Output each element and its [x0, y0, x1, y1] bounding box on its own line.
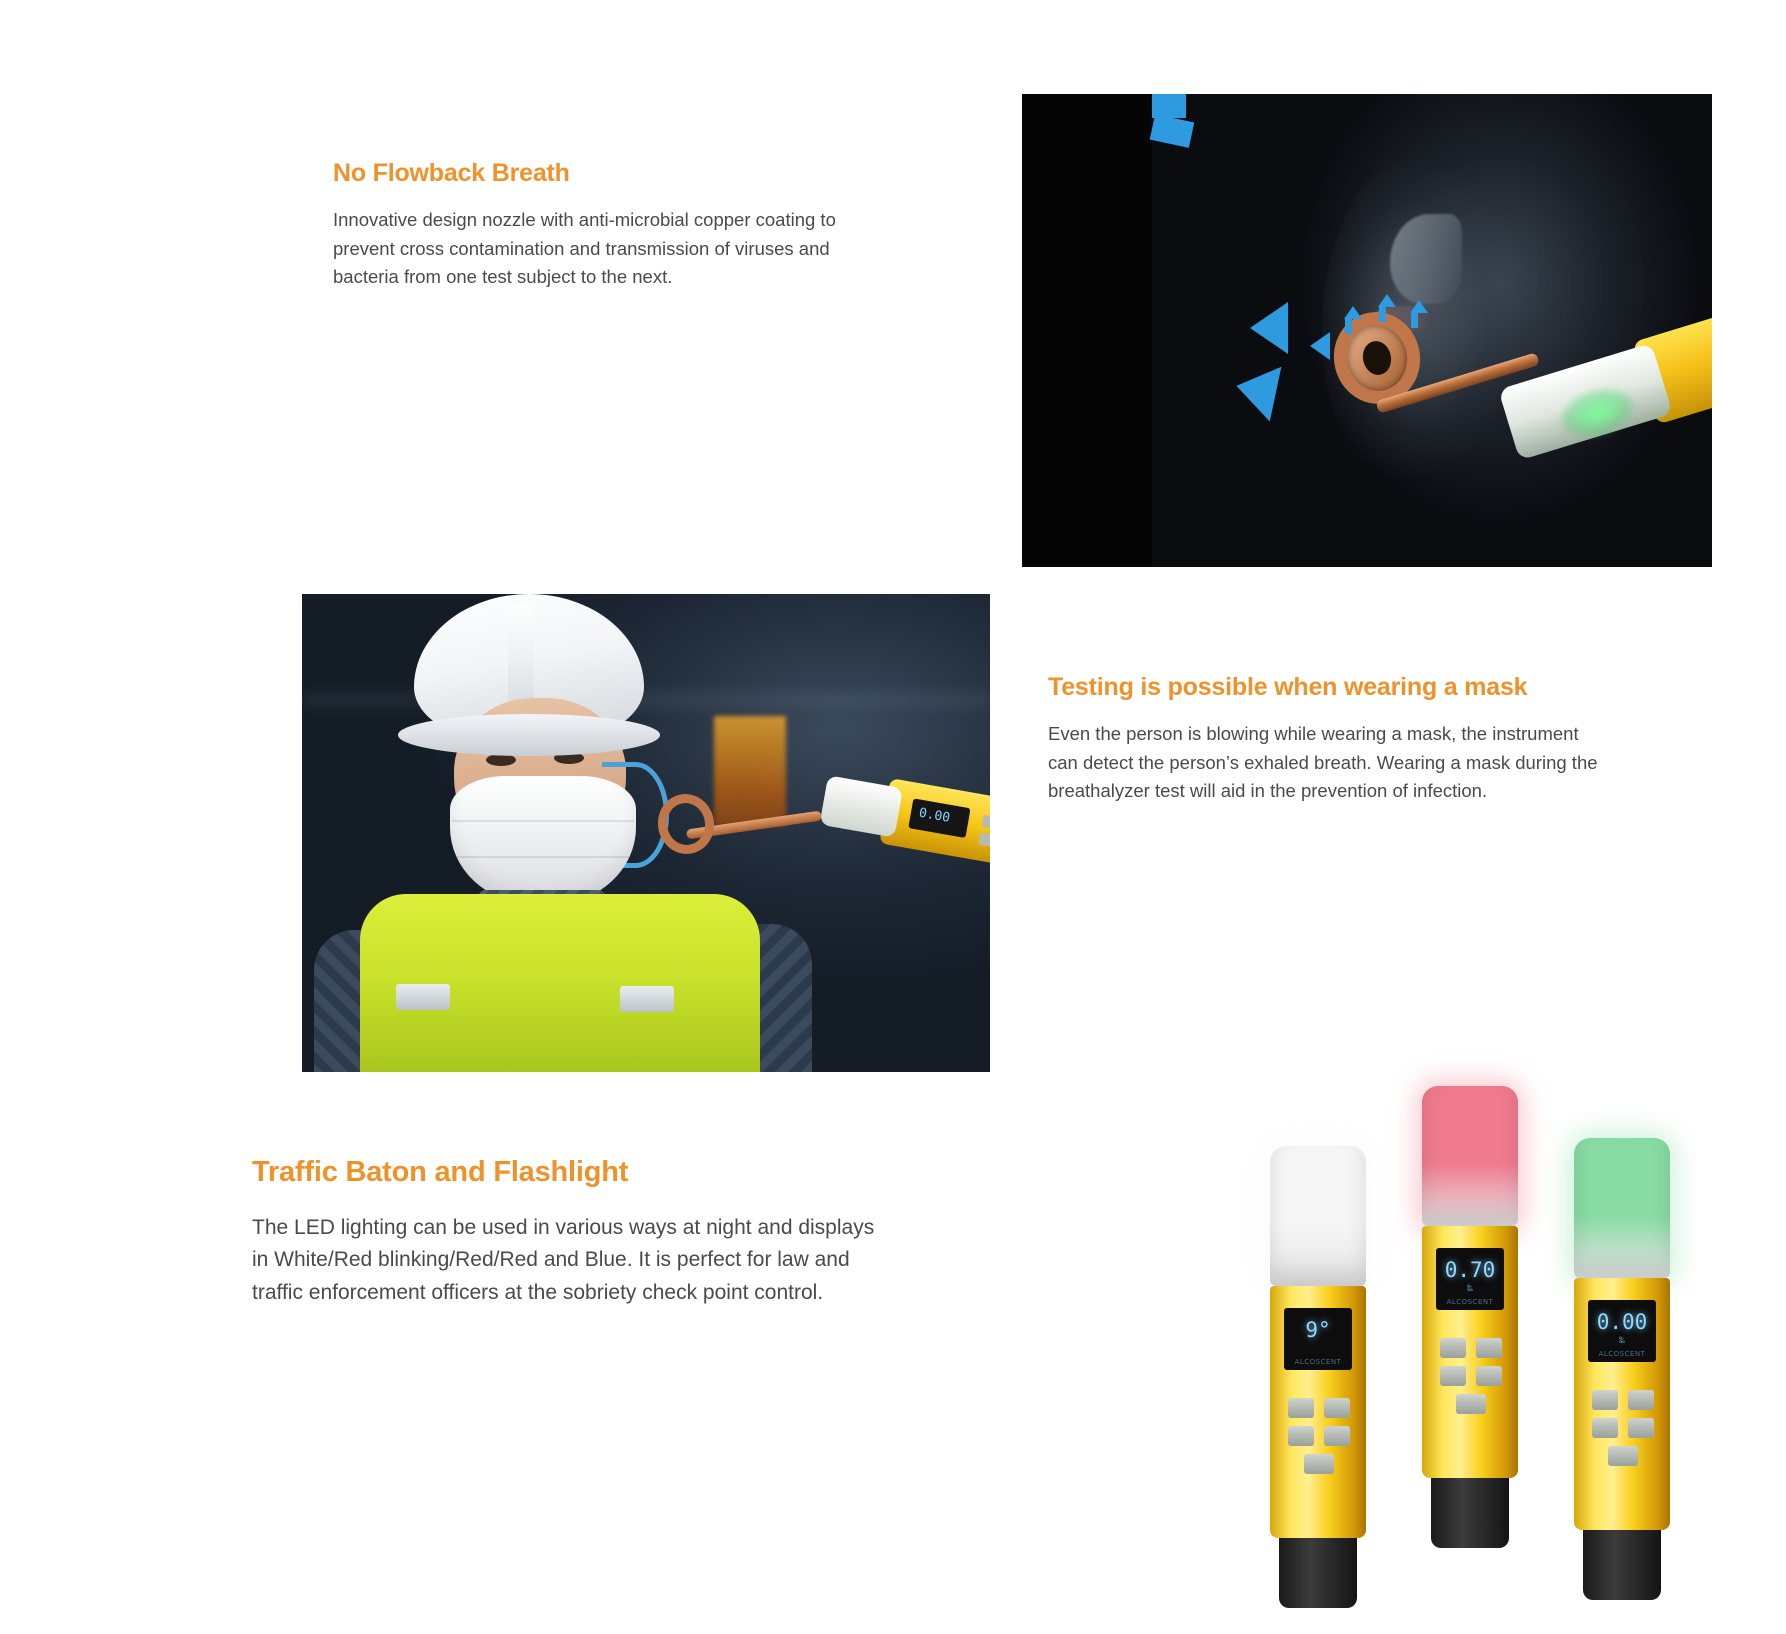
baton-green-button-row-1 [1592, 1390, 1654, 1410]
hard-hat-brim [398, 714, 660, 756]
feature-body-traffic-baton: The LED lighting can be used in various ways at night and displays in White/Red blinking/Red/Red and Blue. It is perfect for law and traffic enforcement officers at the sobriety check point control. [252, 1215, 875, 1304]
baton-white-reading: 9° [1305, 1318, 1331, 1342]
face-mask-pleat-1 [452, 820, 634, 822]
baton-green-button-row-2 [1592, 1418, 1654, 1438]
nozzle-scene-background [1152, 94, 1712, 567]
baton-green-led-cone [1574, 1138, 1670, 1278]
baton-green-button-1 [1592, 1390, 1618, 1410]
device-green-led-glow [1554, 380, 1640, 446]
face-mask-pleat-2 [452, 856, 634, 858]
baton-red-buttons [1440, 1338, 1502, 1414]
baton-green-body [1574, 1278, 1670, 1530]
baton-white-button-row-2 [1288, 1426, 1350, 1446]
baton-green-unit: ‰ [1619, 1336, 1625, 1346]
baton-white-button-3 [1288, 1426, 1314, 1446]
airflow-arrow-large-lower-icon [1231, 358, 1282, 421]
airflow-arrow-medium-icon [1310, 332, 1330, 360]
breath-arrow-2-stem [1379, 306, 1386, 322]
image-three-batons [1270, 1086, 1750, 1634]
baton-green-reading: 0.00 [1596, 1310, 1648, 1334]
feature-body-no-flowback: Innovative design nozzle with anti-microbial copper coating to prevent cross contamination and transmission of viruses and bacteria from one test subject to the next. [333, 209, 836, 288]
baton-green [1574, 1138, 1670, 1600]
baton-red-button-4 [1476, 1366, 1502, 1386]
baton-green-button-2 [1628, 1390, 1654, 1410]
baton-red-body [1422, 1226, 1518, 1478]
airflow-arrow-large-upper-icon [1250, 302, 1288, 354]
baton-red-button-row-1 [1440, 1338, 1502, 1358]
baton-red-grip [1431, 1478, 1509, 1548]
baton-green-buttons [1592, 1390, 1654, 1466]
baton-white-button-1 [1288, 1398, 1314, 1418]
baton-red [1422, 1086, 1518, 1548]
baton-white-led-cone [1270, 1146, 1366, 1286]
baton-white-brand: ALCOSCENT [1294, 1358, 1342, 1366]
breath-arrow-3-stem [1411, 312, 1418, 328]
baton-green-grip [1583, 1530, 1661, 1600]
baton-red-button-5 [1456, 1394, 1486, 1414]
breathalyzer-screen-value: 0.00 [917, 805, 952, 826]
copper-nozzle-aperture [1360, 338, 1394, 377]
baton-white-button-5 [1304, 1454, 1334, 1474]
baton-red-screen [1436, 1248, 1504, 1310]
feature-body-mask-test: Even the person is blowing while wearing a mask, the instrument can detect the person’s exhaled breath. Wearing a mask during the breathalyzer test will aid in the prevention of infection. [1048, 723, 1598, 802]
image-breath-nozzle [1022, 94, 1712, 567]
baton-green-button-3 [1592, 1418, 1618, 1438]
baton-white [1270, 1146, 1366, 1608]
image-worker-with-mask [302, 594, 990, 1072]
baton-green-button-5 [1608, 1446, 1638, 1466]
background-light-beam [302, 692, 990, 708]
baton-white-button-4 [1324, 1426, 1350, 1446]
baton-white-button-row-1 [1288, 1398, 1350, 1418]
vest-reflective-strip-right [620, 986, 674, 1012]
hi-vis-safety-vest [360, 894, 760, 1072]
nose-shape [1390, 214, 1462, 304]
feature-testing-with-mask [1048, 672, 1608, 806]
baton-red-unit: ‰ [1467, 1284, 1473, 1294]
background-warning-sign [714, 716, 786, 826]
baton-red-button-3 [1440, 1366, 1466, 1386]
feature-heading-mask-test: Testing is possible when wearing a mask [1048, 673, 1528, 701]
breath-arrow-1-stem [1345, 318, 1352, 334]
airflow-arrow-large-lower-stem [1150, 114, 1195, 148]
baton-red-button-2 [1476, 1338, 1502, 1358]
vest-reflective-strip-left [396, 984, 450, 1010]
baton-white-body [1270, 1286, 1366, 1538]
baton-green-screen [1588, 1300, 1656, 1362]
feature-heading-traffic-baton: Traffic Baton and Flashlight [252, 1156, 629, 1188]
baton-white-grip [1279, 1538, 1357, 1608]
baton-green-button-4 [1628, 1418, 1654, 1438]
feature-no-flowback-breath [333, 158, 893, 292]
baton-white-button-2 [1324, 1398, 1350, 1418]
baton-red-button-1 [1440, 1338, 1466, 1358]
feature-traffic-baton [252, 1155, 892, 1309]
baton-white-screen [1284, 1308, 1352, 1370]
baton-green-brand: ALCOSCENT [1598, 1350, 1646, 1358]
baton-red-button-row-2 [1440, 1366, 1502, 1386]
baton-red-reading: 0.70 [1444, 1258, 1496, 1282]
baton-white-buttons [1288, 1398, 1350, 1474]
baton-red-led-cone [1422, 1086, 1518, 1226]
baton-red-brand: ALCOSCENT [1446, 1298, 1494, 1306]
feature-heading-no-flowback: No Flowback Breath [333, 159, 570, 187]
